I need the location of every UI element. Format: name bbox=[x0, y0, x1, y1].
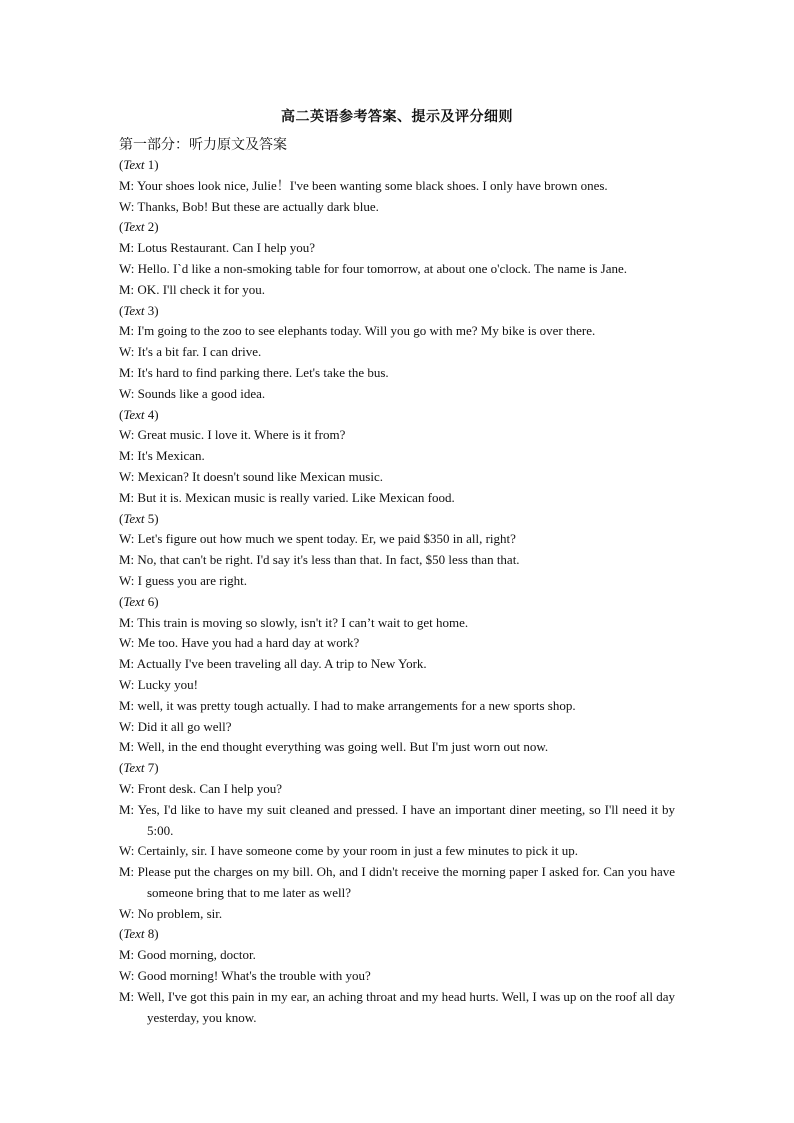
dialogue-line: M: It's Mexican. bbox=[119, 448, 205, 464]
text-label-word: Text bbox=[123, 593, 145, 609]
dialogue-line: M: Lotus Restaurant. Can I help you? bbox=[119, 240, 316, 256]
dialogue-line: W: Did it all go well? bbox=[119, 718, 232, 734]
dialogue-line: W: Lucky you! bbox=[119, 676, 198, 692]
dialogue-line: M: Your shoes look nice, Julie！I've been wanting some black shoes. I only have brown ones. bbox=[119, 177, 608, 193]
text-label-word: Text bbox=[123, 406, 145, 422]
text-section-label: (Text 6) bbox=[119, 593, 159, 609]
dialogue-line: M: well, it was pretty tough actually. I had to make arrangements for a new sports shop. bbox=[119, 697, 576, 713]
dialogue-line: W: It's a bit far. I can drive. bbox=[119, 344, 262, 360]
text-label-word: Text bbox=[123, 760, 145, 776]
text-label-number: 3) bbox=[144, 302, 159, 318]
dialogue-line: M: Well, I've got this pain in my ear, an aching throat and my head hurts. Well, I was up on the roof all day yesterday, you know. bbox=[119, 988, 675, 1025]
dialogue-line: M: This train is moving so slowly, isn't it? I can’t wait to get home. bbox=[119, 614, 469, 630]
text-section-label: (Text 3) bbox=[119, 302, 159, 318]
dialogue-line: M: OK. I'll check it for you. bbox=[119, 281, 266, 297]
dialogue-line: M: Actually I've been traveling all day. A trip to New York. bbox=[119, 656, 427, 672]
dialogue-line: W: Front desk. Can I help you? bbox=[119, 780, 283, 796]
transcript-lines bbox=[119, 155, 675, 1028]
dialogue-line: M: Well, in the end thought everything was going well. But I'm just worn out now. bbox=[119, 739, 549, 755]
dialogue-line: W: Great music. I love it. Where is it from? bbox=[119, 427, 346, 443]
dialogue-line: W: Certainly, sir. I have someone come by your room in just a few minutes to pick it up. bbox=[119, 843, 578, 859]
text-label-word: Text bbox=[123, 219, 145, 235]
dialogue-line: W: Thanks, Bob! But these are actually dark blue. bbox=[119, 198, 379, 214]
text-label-word: Text bbox=[123, 157, 145, 172]
dialogue-line: M: Good morning, doctor. bbox=[119, 947, 256, 963]
dialogue-line: M: No, that can't be right. I'd say it's less than that. In fact, $50 less than that. bbox=[119, 552, 520, 568]
dialogue-line: M: Please put the charges on my bill. Oh, and I didn't receive the morning paper I asked for. Can you have someone bring that to me later as well? bbox=[119, 864, 675, 900]
text-section-label: (Text 1) bbox=[119, 157, 159, 172]
text-section-label: (Text 8) bbox=[119, 926, 159, 942]
text-label-number: 4) bbox=[144, 406, 159, 422]
dialogue-line: M: But it is. Mexican music is really varied. Like Mexican food. bbox=[119, 489, 455, 505]
text-section-label: (Text 5) bbox=[119, 510, 159, 526]
text-label-word: Text bbox=[123, 926, 145, 942]
dialogue-line: W: I guess you are right. bbox=[119, 572, 248, 588]
page-title: 高二英语参考答案、提示及评分细则 bbox=[281, 110, 513, 125]
dialogue-line: W: Good morning! What's the trouble with you? bbox=[119, 968, 371, 984]
section-heading: 第一部分：听力原文及答案 bbox=[119, 138, 287, 153]
text-label-word: Text bbox=[123, 302, 145, 318]
text-label-number: 8) bbox=[144, 926, 159, 942]
text-label-number: 5) bbox=[144, 510, 159, 526]
dialogue-line: W: Me too. Have you had a hard day at work? bbox=[119, 635, 360, 651]
text-label-number: 7) bbox=[144, 760, 159, 776]
dialogue-line: M: I'm going to the zoo to see elephants today. Will you go with me? My bike is over there. bbox=[119, 323, 596, 339]
text-label-number: 6) bbox=[144, 593, 159, 609]
text-section-label: (Text 4) bbox=[119, 406, 159, 422]
dialogue-line: M: Yes, I'd like to have my suit cleaned and pressed. I have an important diner meeting, so I'll need it by 5:00. bbox=[119, 801, 675, 838]
text-section-label: (Text 7) bbox=[119, 760, 159, 776]
text-label-number: 1) bbox=[144, 157, 159, 172]
dialogue-line: M: It's hard to find parking there. Let's take the bus. bbox=[119, 364, 389, 380]
dialogue-line: W: No problem, sir. bbox=[119, 905, 223, 921]
dialogue-line: W: Sounds like a good idea. bbox=[119, 385, 266, 401]
dialogue-line: W: Hello. I`d like a non-smoking table for four tomorrow, at about one o'clock. The name is Jane. bbox=[119, 260, 627, 276]
dialogue-line: W: Mexican? It doesn't sound like Mexican music. bbox=[119, 468, 383, 484]
dialogue-line: W: Let's figure out how much we spent today. Er, we paid $350 in all, right? bbox=[119, 531, 516, 547]
text-label-word: Text bbox=[123, 510, 145, 526]
text-label-number: 2) bbox=[144, 219, 159, 235]
text-section-label: (Text 2) bbox=[119, 219, 159, 235]
